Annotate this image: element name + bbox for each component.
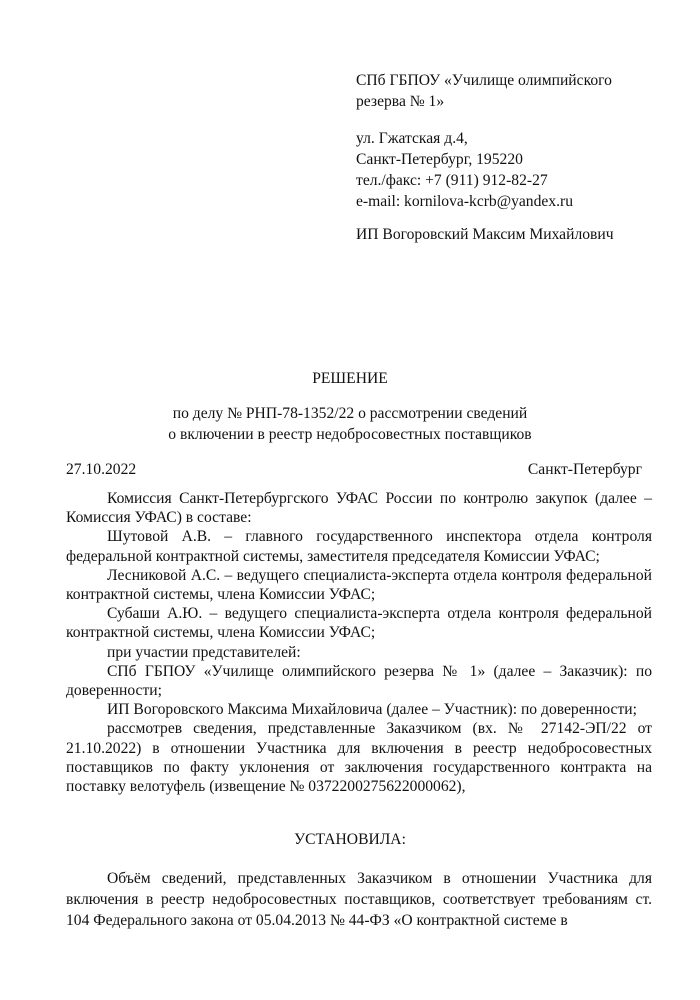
document-subtitle [0,403,700,445]
paragraph-member-2: Лесниковой А.С. – ведущего специалиста-эксперта отдела контроля федеральной контрактной системы, члена Комиссии УФАС; [66,566,652,604]
paragraph-considered: рассмотрев сведения, представленные Заказчиком (вх. № 27142-ЭП/22 от 21.10.2022) в отношении Участника для включения в реестр недобросовестных поставщиков по факту уклонения от заключения государственного контракта на поставку велотуфель (извещение № 0372200275622000062), [66,720,652,796]
subtitle-line1: по делу № РНП-78-1352/22 о рассмотрении сведений [172,405,528,422]
decision-city: Санкт-Петербург [527,461,642,478]
section-heading: УСТАНОВИЛА: [294,831,406,848]
document-title: РЕШЕНИЕ [312,370,388,387]
decision-body [66,489,652,796]
date-city-line [66,459,642,480]
established-body [66,868,652,931]
participant-name: ИП Вогоровский Максим Михайлович [356,226,614,243]
recipient-org-line1: СПб ГБПОУ «Училище олимпийского [356,72,612,89]
paragraph-customer: СПб ГБПОУ «Училище олимпийского резерва № 1» (далее – Заказчик): по доверенности; [66,662,652,700]
address-email: e-mail: kornilova-kcrb@yandex.ru [356,193,574,210]
subtitle-line2: о включении в реестр недобросовестных поставщиков [168,426,532,443]
recipient-block [356,70,676,112]
paragraph-representatives: при участии представителей: [107,643,301,661]
paragraph-member-1: Шутовой А.В. – главного государственного инспектора отдела контроля федеральной контрактной системы, заместителя председателя Комиссии УФАС; [66,528,652,565]
paragraph-established: Объём сведений, представленных Заказчиком в отношении Участника для включения в реестр недобросовестных поставщиков, соответствует требованиям ст. 104 Федерального закона от 05.04.2013 № 44-ФЗ «О контрактной системе в [66,870,652,929]
decision-date: 27.10.2022 [66,461,137,478]
participant-block [356,224,676,245]
paragraph-participant: ИП Вогоровского Максима Михайловича (далее – Участник): по доверенности; [107,701,637,719]
paragraph-member-3: Субаши А.Ю. – ведущего специалиста-эксперта отдела контроля федеральной контрактной системы, члена Комиссии УФАС; [66,605,652,642]
address-phone: тел./факс: +7 (911) 912-82-27 [356,172,548,189]
recipient-org-line2: резерва № 1» [356,93,445,110]
paragraph-commission: Комиссия Санкт-Петербургского УФАС России по контролю закупок (далее – Комиссия УФАС) в составе: [66,490,652,527]
address-street: ул. Гжатская д.4, [356,130,468,147]
address-block [356,128,676,212]
address-city: Санкт-Петербург, 195220 [356,151,523,168]
